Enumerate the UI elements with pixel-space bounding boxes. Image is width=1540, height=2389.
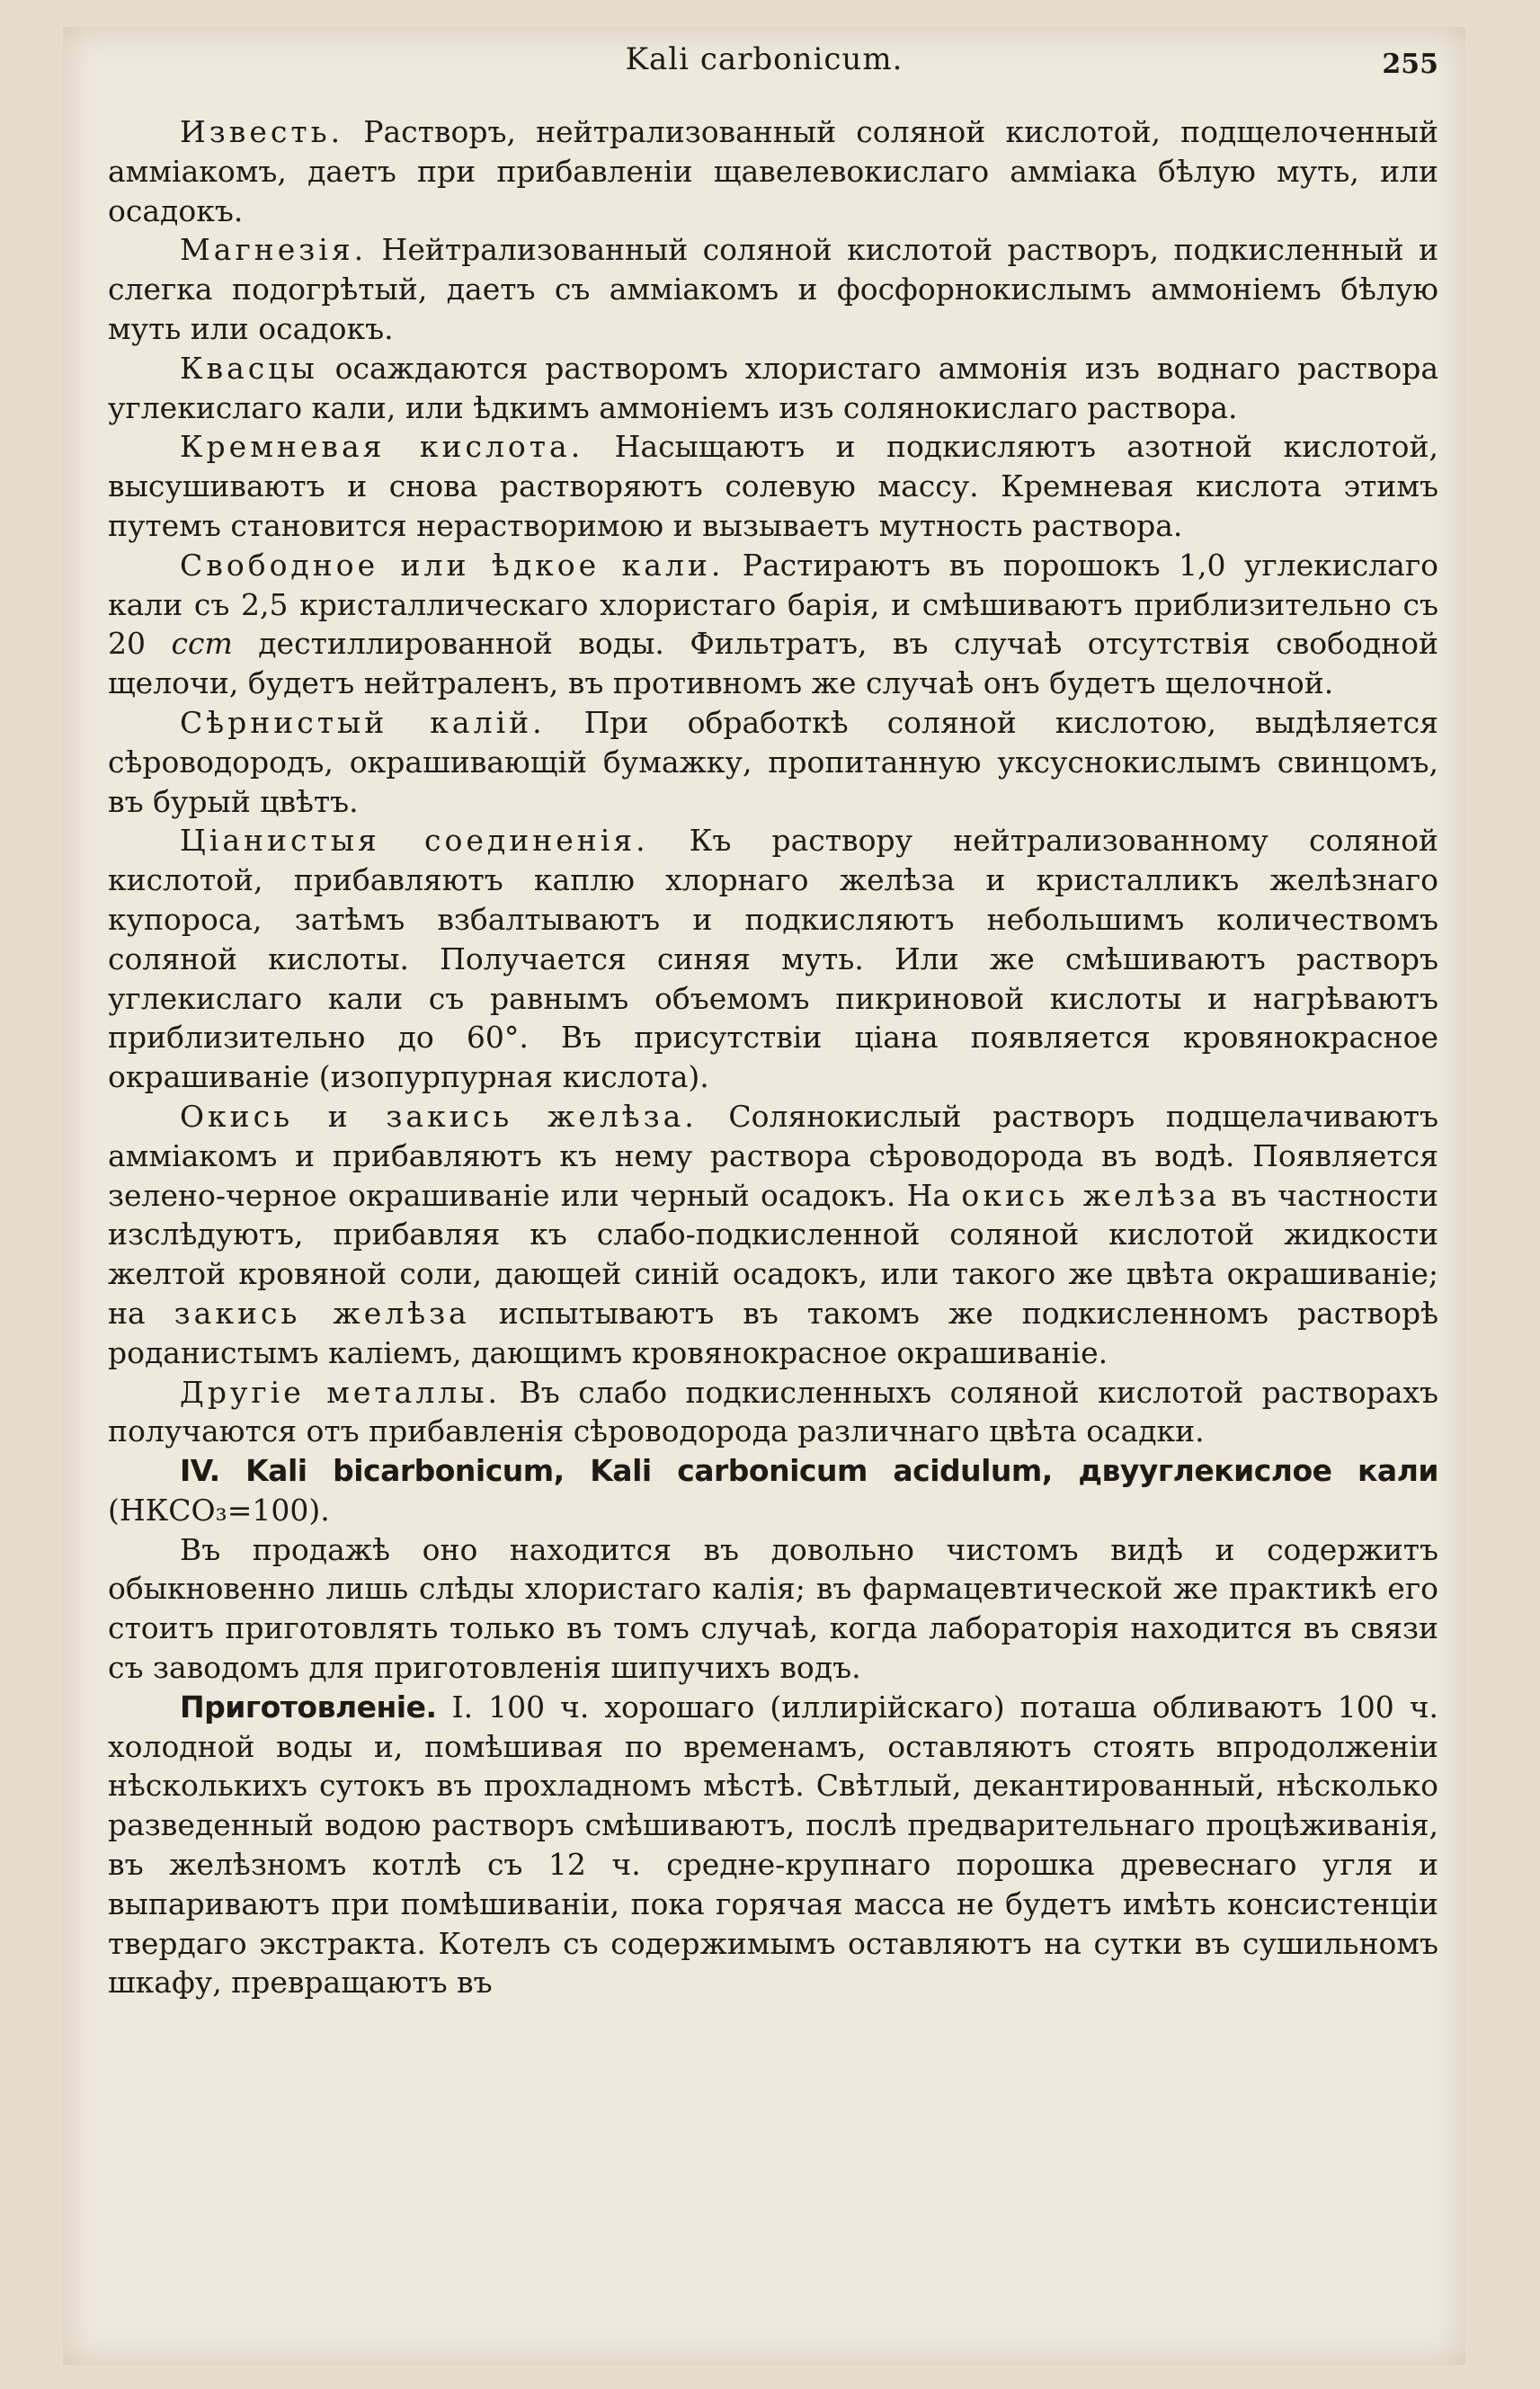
text-alum: осаждаются растворомъ хлористаго аммонія изъ воднаго раствора углекислаго кали, или ѣдкимъ аммоніемъ изъ солянокислаго раствора. xyxy=(108,350,1438,425)
term-cyanides: Ціанистыя соединенія. xyxy=(180,823,649,859)
text-free-potash-2: дестиллированной воды. Фильтратъ, въ случаѣ отсутствія свободной щелочи, будетъ нейтраленъ, въ противномъ же случаѣ онъ будетъ щелочной. xyxy=(108,626,1439,701)
text-free-potash-1: Растираютъ въ порошокъ 1,0 углекислаго кали съ 2,5 кристаллическаго хлористаго барія, и смѣшиваютъ приблизительно съ 20 xyxy=(108,547,1438,662)
paragraph-cyanides xyxy=(108,821,1438,1097)
preparation-label: Приготовленіе. xyxy=(180,1689,437,1725)
text-other-metals: Въ слабо подкисленныхъ соляной кислотой растворахъ получаются отъ прибавленія сѣроводорода различнаго цвѣта осадки. xyxy=(108,1374,1439,1449)
text-iron-2: въ частности изслѣдуютъ, прибавляя къ слабо-подкисленной соляной кислотой жидкости желтой кровяной соли, дающей синій осадокъ, или такого же цвѣта окрашиваніе; на xyxy=(108,1177,1438,1331)
paragraph-free-potash xyxy=(108,546,1438,703)
paragraph-intro: Въ продажѣ оно находится въ довольно чистомъ видѣ и содержитъ обыкновенно лишь слѣды хлористаго калія; въ фармацевтической же практикѣ его стоитъ приготовлять только въ томъ случаѣ, когда лабораторія находится въ связи съ заводомъ для приготовленія шипучихъ водъ. xyxy=(108,1531,1438,1686)
term-silicic-acid: Кремневая кислота. xyxy=(180,429,584,465)
term-magnesia: Магнезія. xyxy=(180,232,368,268)
paragraph-magnesia xyxy=(108,230,1438,348)
paragraph-sulfide xyxy=(108,703,1438,821)
term-iron: Окись и закись желѣза. xyxy=(180,1098,698,1134)
term-free-potash: Свободное или ѣдкое кали. xyxy=(180,547,725,583)
text-lime: Растворъ, нейтрализованный соляной кислотой, подщелоченный амміакомъ, даетъ при прибавленіи щавелевокислаго амміака бѣлую муть, или осадокъ. xyxy=(108,114,1438,228)
unit-ccm: ccm xyxy=(171,626,233,662)
book-page xyxy=(63,27,1465,2365)
term-lime: Известь. xyxy=(180,114,344,149)
page-content xyxy=(108,112,1438,2002)
page-header xyxy=(63,34,1465,88)
term-alum: Квасцы xyxy=(180,350,318,386)
section-heading xyxy=(108,1451,1438,1530)
text-iron-3: испытываютъ въ такомъ же подкисленномъ растворѣ роданистымъ каліемъ, дающимъ кровянокрасное окрашиваніе. xyxy=(108,1295,1438,1370)
section-title: IV. Kali bicarbonicum, Kali carbonicum acidulum, двууглекислое кали xyxy=(180,1453,1438,1489)
term-iron-protoxide: закись желѣза xyxy=(174,1295,470,1331)
running-title: Kali carbonicum. xyxy=(625,41,904,77)
text-sulfide: При обработкѣ соляной кислотою, выдѣляется сѣроводородъ, окрашивающій бумажку, пропитанную уксуснокислымъ свинцомъ, въ бурый цвѣтъ. xyxy=(108,704,1438,819)
paragraph-iron xyxy=(108,1097,1438,1373)
preparation-text: I. 100 ч. хорошаго (иллирійскаго) поташа обливаютъ 100 ч. холодной воды и, помѣшивая по временамъ, оставляютъ стоять впродолженіи нѣсколькихъ сутокъ въ прохладномъ мѣстѣ. Свѣтлый, декантированный, нѣсколько разведенный водою растворъ смѣшиваютъ, послѣ предварительнаго процѣживанія, въ желѣзномъ котлѣ съ 12 ч. средне-крупнаго порошка древеснаго угля и выпариваютъ при помѣшиваніи, пока горячая масса не будетъ имѣть консистенціи твердаго экстракта. Котелъ съ содержимымъ оставляютъ на сутки въ сушильномъ шкафу, превращаютъ въ xyxy=(108,1689,1438,2001)
term-iron-oxide: окись желѣза xyxy=(961,1177,1221,1213)
text-silicic-acid: Насыщаютъ и подкисляютъ азотной кислотой, высушиваютъ и снова растворяютъ солевую массу. Кремневая кислота этимъ путемъ становится нерастворимою и вызываетъ мутность раствора. xyxy=(108,429,1438,543)
paragraph-other-metals xyxy=(108,1373,1438,1452)
text-cyanides: Къ раствору нейтрализованному соляной кислотой, прибавляютъ каплю хлорнаго желѣза и кристалликъ желѣзнаго купороса, затѣмъ взбалтываютъ и подкисляютъ небольшимъ количествомъ соляной кислоты. Получается синяя муть. Или же смѣшиваютъ растворъ углекислаго кали съ равнымъ объемомъ пикриновой кислоты и нагрѣваютъ приблизительно до 60°. Въ присутствіи ціана появляется кровянокрасное окрашиваніе (изопурпурная кислота). xyxy=(108,823,1438,1095)
paragraph-alum xyxy=(108,349,1438,428)
page-number: 255 xyxy=(1382,49,1438,80)
text-magnesia: Нейтрализованный соляной кислотой растворъ, подкисленный и слегка подогрѣтый, даетъ съ амміакомъ и фосфорнокислымъ аммоніемъ бѣлую муть или осадокъ. xyxy=(108,232,1438,346)
section-formula: (НКСО₃=100). xyxy=(108,1492,330,1528)
paragraph-silicic-acid xyxy=(108,427,1438,545)
term-sulfide: Сѣрнистый калій. xyxy=(180,704,546,740)
paragraph-lime xyxy=(108,112,1438,230)
term-other-metals: Другіе металлы. xyxy=(180,1374,502,1410)
paragraph-preparation xyxy=(108,1688,1438,2002)
text-iron-1: Солянокислый растворъ подщелачиваютъ амміакомъ и прибавляютъ къ нему раствора сѣроводорода въ водѣ. Появляется зелено-черное окрашиваніе или черный осадокъ. На xyxy=(108,1098,1438,1213)
